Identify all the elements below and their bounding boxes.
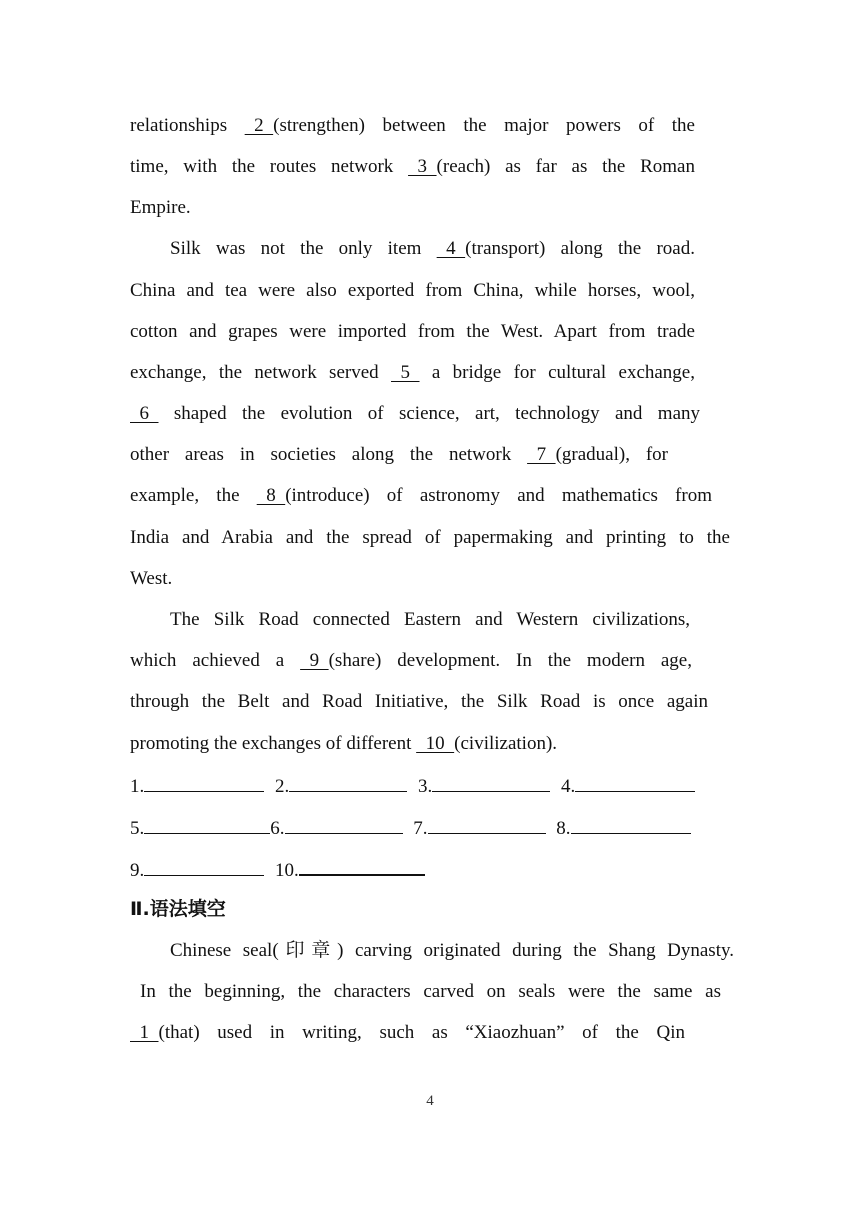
answer-line-10[interactable]	[299, 856, 425, 876]
answer-line-1[interactable]	[144, 773, 264, 792]
blank-9: 9	[300, 650, 329, 671]
blank-7: 7	[527, 444, 556, 465]
answer-label: 5.	[130, 818, 145, 839]
answer-line-9[interactable]	[144, 857, 264, 876]
blank-6: 6	[130, 403, 159, 424]
answer-row	[130, 815, 691, 841]
answer-label: 8.	[556, 818, 571, 839]
answer-row	[130, 856, 425, 883]
passage-line: 1 (that) used in writing, such as “Xiaozhuan” of the Qin	[130, 1022, 685, 1043]
passage-line: Silk was not the only item 4 (transport) along the road.	[170, 238, 695, 259]
passage-line: China and tea were also exported from China, while horses, wool,	[130, 280, 695, 301]
answer-line-5[interactable]	[144, 815, 270, 834]
passage-line: Empire.	[130, 197, 191, 218]
page-number: 4	[426, 1093, 434, 1109]
passage-line: time, with the routes network 3 (reach) as far as the Roman	[130, 156, 695, 177]
passage-line: example, the 8 (introduce) of astronomy and mathematics from	[130, 485, 712, 506]
answer-label: 7.	[413, 818, 428, 839]
passage-line: India and Arabia and the spread of papermaking and printing to the	[130, 527, 730, 548]
passage-line: Chinese seal(印章) carving originated during the Shang Dynasty.	[170, 940, 734, 961]
answer-row	[130, 773, 695, 799]
passage-line: In the beginning, the characters carved on seals were the same as	[140, 981, 721, 1002]
blank-1: 1	[130, 1022, 159, 1043]
blank-2: 2	[244, 115, 274, 136]
answer-line-4[interactable]	[575, 773, 695, 792]
passage-line: through the Belt and Road Initiative, the Silk Road is once again	[130, 691, 708, 712]
passage-line: exchange, the network served 5 a bridge for cultural exchange,	[130, 362, 695, 383]
blank-5: 5	[391, 362, 420, 383]
blank-4: 4	[436, 238, 466, 259]
blank-3: 3	[408, 156, 437, 177]
passage-line: The Silk Road connected Eastern and Western civilizations,	[170, 609, 690, 630]
answer-label: 10.	[275, 860, 299, 881]
passage-line: 6 shaped the evolution of science, art, technology and many	[130, 403, 701, 424]
answer-line-3[interactable]	[432, 773, 550, 792]
answer-line-6[interactable]	[285, 815, 403, 834]
passage-line: relationships 2 (strengthen) between the major powers of the	[130, 115, 695, 136]
passage-line: other areas in societies along the network 7 (gradual), for	[130, 444, 669, 465]
passage-line: cotton and grapes were imported from the West. Apart from trade	[130, 321, 695, 342]
answer-label: 4.	[561, 776, 576, 797]
answer-label: 6.	[270, 818, 285, 839]
section-heading: Ⅱ.语法填空	[130, 898, 226, 920]
answer-line-7[interactable]	[428, 815, 546, 834]
answer-label: 9.	[130, 860, 145, 881]
answer-label: 3.	[418, 776, 433, 797]
passage-line: promoting the exchanges of different 10 (civilization).	[130, 733, 558, 754]
answer-label: 1.	[130, 776, 145, 797]
passage-line: which achieved a 9 (share) development. In the modern age,	[130, 650, 692, 671]
answer-line-8[interactable]	[571, 815, 691, 834]
answer-line-2[interactable]	[289, 773, 407, 792]
answer-label: 2.	[275, 776, 290, 797]
blank-10: 10	[416, 733, 455, 754]
passage-line: West.	[130, 568, 173, 589]
blank-8: 8	[256, 485, 286, 506]
